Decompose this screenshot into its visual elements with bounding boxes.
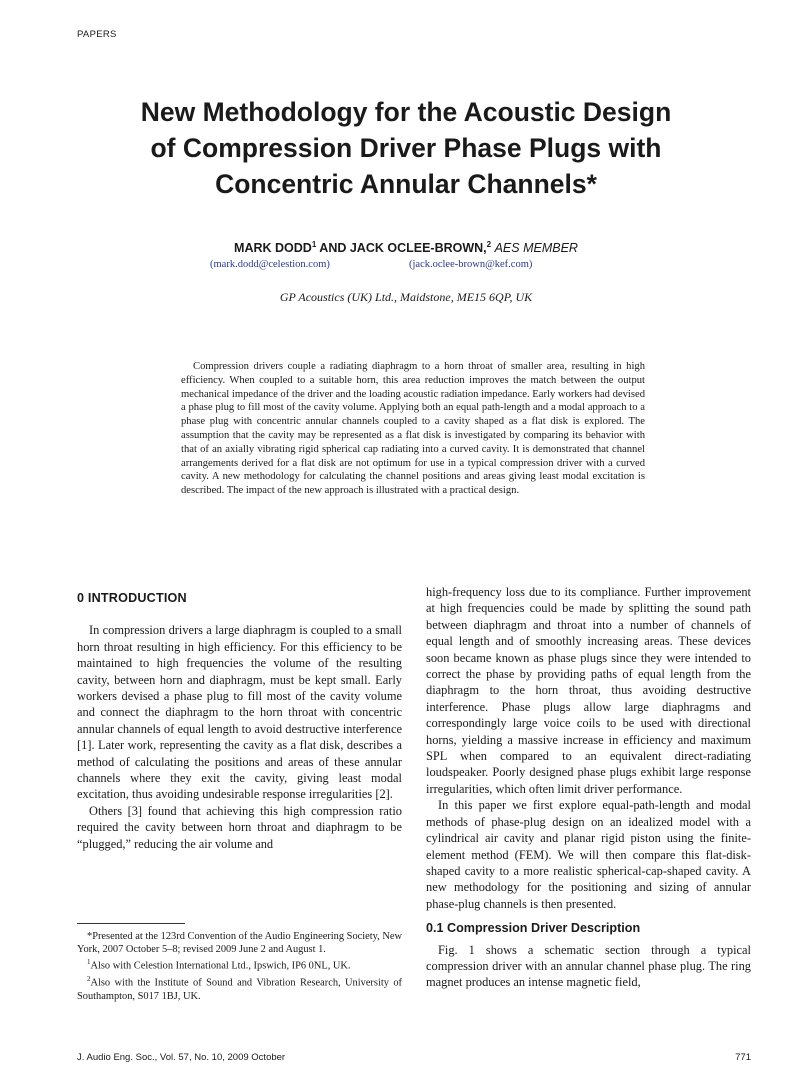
author-2-mark: 2 bbox=[486, 240, 492, 249]
author-1-email[interactable]: (mark.dodd@celestion.com) bbox=[210, 259, 330, 270]
driver-description-paragraph-1: Fig. 1 shows a schematic section through a typical compression driver with an annular channel phase plug. The ring magnet produces an intense magnetic field, bbox=[426, 942, 751, 990]
section-heading-introduction: 0 INTRODUCTION bbox=[77, 591, 187, 605]
section-heading-driver-description: 0.1 Compression Driver Description bbox=[426, 921, 641, 936]
footnote-1-mark: 1 bbox=[87, 958, 91, 967]
footnote-2 bbox=[77, 973, 402, 1003]
title-line-2: of Compression Driver Phase Plugs with bbox=[150, 133, 662, 163]
title-line-1: New Methodology for the Acoustic Design bbox=[140, 97, 672, 127]
left-column bbox=[77, 590, 402, 852]
running-head: PAPERS bbox=[77, 29, 117, 40]
paper-title bbox=[60, 94, 752, 202]
title-line-3: Concentric Annular Channels* bbox=[215, 169, 597, 199]
author-line bbox=[60, 240, 752, 255]
author-2-email[interactable]: (jack.oclee-brown@kef.com) bbox=[409, 259, 533, 270]
intro-paragraph-1: In compression drivers a large diaphragm is coupled to a small horn throat resulting in high efficiency. For this efficiency to be maintained to high frequencies the volume of the resulting cavity, between horn and diaphragm, must be kept small. Early workers devised a phase plug to fill most of the cavity volume and connect the diaphragm to the horn throat with concentric annular channels of equal length to avoid destructive interference [1]. Later work, representing the cavity as a flat disk, describes a method of calculating the positions and areas of these annular channels where they exit the cavity, giving least modal excitation, thus avoiding undesirable response irregularities [2]. bbox=[77, 623, 402, 802]
abstract-text: Compression drivers couple a radiating diaphragm to a horn throat of smaller area, resulting in high efficiency. When coupled to a suitable horn, this area reduction improves the match between the output mechanical impedance of the driver and the loading acoustic radiation impedance. Early workers had devised a phase plug to fill most of the cavity volume. Applying both an equal path-length and a modal approach to a phase plug with concentric annular channels coupled to a cavity shaped as a flat disk is explored. The assumption that the cavity may be represented as a flat disk is investigated by comparing its behavior with that of an axially vibrating rigid spherical cap radiating into a curved cavity. It is demonstrated that channel arrangements derived for a flat disk are not optimum for use in a typical compression driver with a curved cavity. A new methodology for calculating the channel positions and areas giving least modal excitation is described. The impact of the new approach is illustrated with a practical design. bbox=[181, 361, 645, 497]
intro-paragraph-3: In this paper we first explore equal-path-length and modal methods of phase-plug design on an idealized model with a cylindrical air cavity and planar rigid piston using the finite-element method (FEM). We will then compare this flat-disk-shaped cavity to a more realistic spherical-cap-shaped cavity. A new methodology for the positioning and sizing of annular phase-plug channels is then presented. bbox=[426, 798, 751, 911]
footnote-1-text: Also with Celestion International Ltd., Ipswich, IP6 0NL, UK. bbox=[90, 960, 351, 972]
author-joiner: AND JACK OCLEE-BROWN, bbox=[316, 241, 487, 256]
footnote-rule bbox=[77, 923, 185, 924]
intro-paragraph-2-continued: high-frequency loss due to its compliance. Further improvement at high frequencies could be made by splitting the sound path between diaphragm and throat into a number of channels of equal length and of smoothly increasing areas. These devices soon became known as phase plugs since they were intended to correct the phase by providing paths of equal length from the diaphragm to the horn throat, thus avoiding destructive interference. Phase plugs allow large diaphragms and correspondingly large voice coils to be used with directional horns, yielding a massive increase in efficiency and maximum SPL when compared to an equivalent direct-radiating loudspeaker. Poorly designed phase plugs exhibit large response irregularities, which often limit driver performance. bbox=[426, 585, 751, 796]
abstract bbox=[181, 360, 645, 498]
footnotes bbox=[77, 930, 402, 1003]
intro-paragraph-2: Others [3] found that achieving this high compression ratio required the cavity between horn throat and diaphragm to be “plugged,” reducing the air volume and bbox=[77, 803, 402, 851]
right-column bbox=[426, 584, 751, 991]
author-1-mark: 1 bbox=[311, 240, 317, 249]
footnote-1 bbox=[77, 956, 402, 973]
page-number: 771 bbox=[735, 1052, 751, 1063]
author-1: MARK DODD bbox=[234, 241, 312, 256]
membership-label: AES MEMBER bbox=[494, 241, 578, 256]
footnote-2-mark: 2 bbox=[87, 975, 91, 984]
footnote-presented: *Presented at the 123rd Convention of the Audio Engineering Society, New York, 2007 October 5–8; revised 2009 June 2 and August 1. bbox=[77, 931, 402, 956]
footnote-2-text: Also with the Institute of Sound and Vibration Research, University of Southampton, S017 1BJ, UK. bbox=[77, 977, 402, 1002]
affiliation: GP Acoustics (UK) Ltd., Maidstone, ME15 6QP, UK bbox=[279, 290, 533, 304]
journal-citation: J. Audio Eng. Soc., Vol. 57, No. 10, 2009 October bbox=[77, 1052, 286, 1063]
